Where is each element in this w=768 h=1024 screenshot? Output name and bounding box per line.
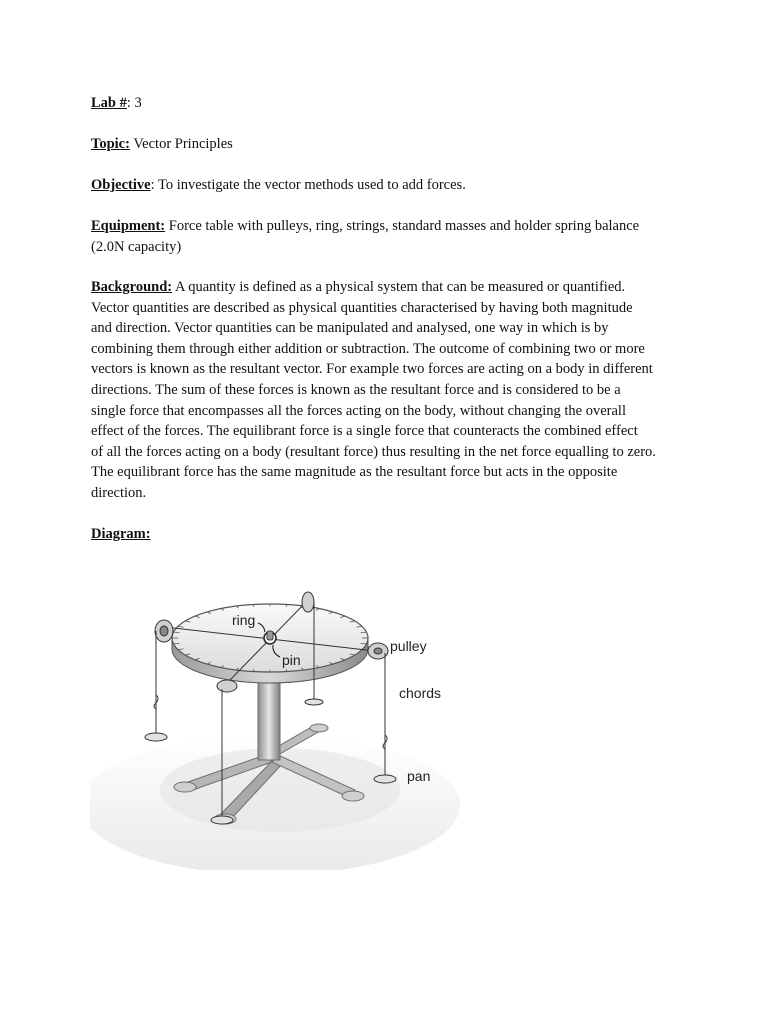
equipment-line-1: Equipment: Force table with pulleys, ring, strings, standard masses and holder spring balance [91,218,640,234]
topic-value: Vector Principles [129,136,233,152]
topic-line [91,134,233,155]
force-table-diagram [90,565,470,870]
background-line-6: directions. The sum of these forces is known as the resultant force and is considered to be a [91,381,621,398]
background-line-1: Background: A quantity is defined as a physical system that can be measured or quantified. [91,279,626,295]
background-label: Background: [91,279,173,295]
lab-label: Lab # [91,95,127,111]
table-post [258,670,280,760]
background-line-10: The equilibrant force has the same magnitude as the resultant force but acts in the opposite [91,464,618,481]
background-line-9: of all the forces acting on a body (resultant force) thus resulting in the net force equalling to zero. [91,443,656,460]
background-paragraph [91,277,691,504]
equipment-label: Equipment: [91,218,166,234]
label-pulley: pulley [390,638,427,654]
objective-label: Objective [91,177,151,193]
equipment-line-2: (2.0N capacity) [91,238,182,255]
background-line-4: combining them through either addition or subtraction. The outcome of combining two or more [91,340,645,357]
background-line-2: Vector quantities are described as physical quantities characterised by having both magnitude [91,299,633,316]
label-pin: pin [282,652,301,668]
objective-line [91,175,466,196]
background-line-11: direction. [91,484,147,501]
background-line-5: vectors is known as the resultant vector. For example two forces are acting on a body in different [91,361,653,378]
pin [267,631,273,640]
objective-value: : To investigate the vector methods used to add forces. [150,177,466,193]
label-chords: chords [399,685,442,701]
label-pan: pan [407,768,431,784]
equipment-paragraph [91,216,691,257]
label-ring: ring [232,612,256,628]
diagram-heading: Diagram: [91,526,151,542]
lab-value: : 3 [126,95,142,111]
background-line-3: and direction. Vector quantities can be manipulated and analysed, one way in which is by [91,320,609,337]
background-line-7: single force that encompasses all the forces acting on the body, without changing the overall [91,402,626,419]
background-line-8: effect of the forces. The equilibrant force is a single force that counteracts the combined effect [91,423,638,440]
topic-label: Topic: [91,136,130,152]
lab-line [91,93,142,114]
